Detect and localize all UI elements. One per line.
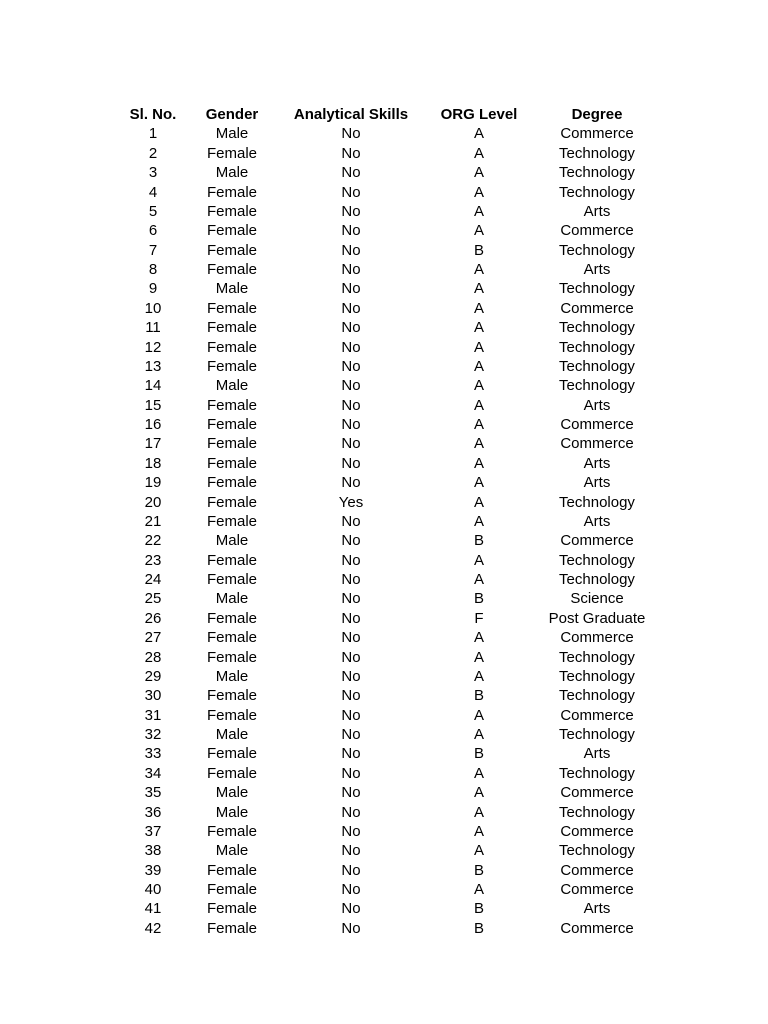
table-row (0, 357, 768, 376)
cell-analytical-skills: No (341, 803, 361, 821)
table-row (0, 589, 768, 608)
cell-org-level: B (473, 590, 484, 608)
cell-degree: Technology (559, 377, 635, 395)
cell-degree: Technology (559, 357, 635, 375)
cell-gender: Female (206, 512, 258, 530)
table-row (0, 861, 768, 880)
table-row (0, 396, 768, 415)
cell-analytical-skills: No (341, 377, 361, 395)
cell-analytical-skills: No (341, 319, 361, 337)
cell-org-level: B (473, 687, 484, 705)
cell-degree: Technology (559, 338, 635, 356)
cell-gender: Female (206, 629, 258, 647)
cell-org-level: B (473, 745, 484, 763)
cell-gender: Female (206, 357, 258, 375)
cell-analytical-skills: No (341, 861, 361, 879)
cell-gender: Female (206, 261, 258, 278)
cell-degree: Commerce (560, 435, 634, 453)
cell-org-level: A (473, 280, 484, 298)
table-row (0, 454, 768, 473)
cell-gender: Male (215, 377, 249, 395)
table-row (0, 899, 768, 918)
cell-gender: Male (215, 164, 249, 182)
cell-org-level: A (473, 551, 484, 569)
cell-sl-no: 29 (144, 667, 162, 685)
cell-sl-no: 20 (144, 493, 162, 511)
cell-analytical-skills: No (341, 881, 361, 898)
cell-degree: Technology (559, 164, 635, 182)
table-row (0, 783, 768, 802)
cell-analytical-skills: No (341, 900, 361, 918)
cell-org-level: A (473, 299, 484, 317)
cell-gender: Female (206, 861, 258, 879)
cell-gender: Female (206, 551, 258, 569)
cell-sl-no: 39 (144, 861, 162, 879)
cell-analytical-skills: No (341, 280, 361, 298)
table-row (0, 531, 768, 550)
cell-sl-no: 7 (148, 241, 158, 259)
cell-org-level: A (473, 396, 484, 414)
cell-sl-no: 23 (144, 551, 162, 569)
cell-org-level: A (473, 435, 484, 453)
cell-org-level: A (473, 164, 484, 182)
table-row (0, 338, 768, 357)
cell-analytical-skills: No (341, 144, 361, 162)
table-row (0, 648, 768, 667)
cell-degree: Commerce (560, 881, 634, 898)
table-row (0, 764, 768, 783)
cell-gender: Female (206, 609, 258, 627)
cell-sl-no: 19 (144, 474, 162, 492)
cell-gender: Female (206, 881, 258, 898)
cell-org-level: A (473, 377, 484, 395)
cell-analytical-skills: No (341, 183, 361, 201)
cell-degree: Commerce (560, 416, 634, 433)
cell-gender: Female (206, 299, 258, 317)
cell-analytical-skills: No (341, 202, 361, 220)
cell-org-level: A (473, 764, 484, 782)
cell-org-level: A (473, 202, 484, 220)
cell-degree: Commerce (560, 125, 634, 143)
cell-sl-no: 10 (144, 299, 162, 317)
cell-sl-no: 32 (144, 726, 162, 743)
cell-sl-no: 8 (148, 261, 158, 278)
cell-sl-no: 21 (144, 512, 162, 530)
cell-degree: Commerce (560, 222, 634, 240)
table-row (0, 241, 768, 260)
cell-sl-no: 25 (144, 590, 162, 608)
cell-analytical-skills: No (341, 726, 361, 743)
cell-sl-no: 1 (148, 125, 158, 143)
cell-sl-no: 35 (144, 784, 162, 802)
table-row (0, 144, 768, 163)
cell-analytical-skills: No (341, 396, 361, 414)
cell-sl-no: 37 (144, 822, 162, 840)
table-row (0, 628, 768, 647)
table-header-row (0, 105, 768, 124)
table-row (0, 260, 768, 279)
cell-sl-no: 16 (144, 416, 162, 433)
table-row (0, 124, 768, 143)
table-row (0, 473, 768, 492)
cell-gender: Female (206, 144, 258, 162)
cell-gender: Male (215, 280, 249, 298)
cell-analytical-skills: No (341, 571, 361, 588)
cell-analytical-skills: No (341, 551, 361, 569)
cell-sl-no: 24 (144, 571, 162, 588)
cell-analytical-skills: No (341, 532, 361, 550)
cell-analytical-skills: No (341, 299, 361, 317)
table-row (0, 493, 768, 512)
cell-analytical-skills: No (341, 745, 361, 763)
cell-org-level: A (473, 629, 484, 647)
cell-org-level: A (473, 881, 484, 898)
cell-gender: Male (215, 532, 249, 550)
table-row (0, 570, 768, 589)
cell-org-level: A (473, 183, 484, 201)
cell-analytical-skills: No (341, 609, 361, 627)
cell-gender: Female (206, 183, 258, 201)
cell-degree: Technology (559, 648, 635, 666)
cell-degree: Commerce (560, 532, 634, 550)
cell-gender: Female (206, 454, 258, 472)
cell-gender: Female (206, 222, 258, 240)
cell-org-level: A (473, 571, 484, 588)
cell-org-level: A (473, 842, 484, 860)
cell-sl-no: 30 (144, 687, 162, 705)
table-row (0, 822, 768, 841)
cell-sl-no: 6 (148, 222, 158, 240)
cell-analytical-skills: No (341, 222, 361, 240)
table-row (0, 221, 768, 240)
cell-sl-no: 36 (144, 803, 162, 821)
cell-degree: Technology (559, 803, 635, 821)
header-org-level: ORG Level (440, 106, 518, 123)
header-analytical-skills: Analytical Skills (293, 106, 409, 123)
cell-sl-no: 11 (145, 319, 161, 337)
cell-gender: Female (206, 900, 258, 918)
cell-degree: Arts (583, 900, 611, 918)
cell-degree: Technology (559, 183, 635, 201)
cell-org-level: A (473, 822, 484, 840)
cell-degree: Technology (559, 319, 635, 337)
cell-gender: Female (206, 745, 258, 763)
cell-degree: Technology (559, 667, 635, 685)
cell-org-level: A (473, 493, 484, 511)
table-row (0, 919, 768, 938)
cell-gender: Female (206, 435, 258, 453)
cell-analytical-skills: No (341, 512, 361, 530)
cell-sl-no: 27 (144, 629, 162, 647)
cell-analytical-skills: No (341, 338, 361, 356)
header-degree: Degree (571, 106, 623, 123)
cell-analytical-skills: No (341, 822, 361, 840)
cell-org-level: A (473, 125, 484, 143)
cell-sl-no: 15 (144, 396, 162, 414)
cell-sl-no: 28 (144, 648, 162, 666)
cell-sl-no: 9 (148, 280, 158, 298)
cell-org-level: B (473, 532, 484, 550)
cell-sl-no: 31 (144, 706, 162, 724)
cell-gender: Male (215, 667, 249, 685)
cell-analytical-skills: No (341, 629, 361, 647)
cell-org-level: A (473, 784, 484, 802)
cell-sl-no: 40 (144, 881, 162, 898)
cell-org-level: A (473, 357, 484, 375)
cell-degree: Technology (559, 241, 635, 259)
cell-org-level: B (473, 861, 484, 879)
cell-analytical-skills: No (341, 357, 361, 375)
cell-org-level: A (473, 803, 484, 821)
cell-org-level: A (473, 667, 484, 685)
cell-analytical-skills: No (341, 687, 361, 705)
cell-sl-no: 41 (144, 900, 162, 918)
cell-analytical-skills: No (341, 842, 361, 860)
table-row (0, 880, 768, 899)
cell-gender: Male (215, 590, 249, 608)
cell-degree: Technology (559, 571, 635, 588)
cell-gender: Female (206, 319, 258, 337)
cell-analytical-skills: No (341, 164, 361, 182)
cell-analytical-skills: No (341, 435, 361, 453)
cell-org-level: A (473, 648, 484, 666)
cell-org-level: A (473, 319, 484, 337)
cell-sl-no: 2 (148, 144, 158, 162)
cell-degree: Technology (559, 687, 635, 705)
cell-degree: Commerce (560, 919, 634, 937)
cell-sl-no: 3 (148, 164, 158, 182)
table-row (0, 667, 768, 686)
table-row (0, 415, 768, 434)
cell-sl-no: 34 (144, 764, 162, 782)
cell-degree: Science (570, 590, 624, 608)
cell-analytical-skills: No (341, 648, 361, 666)
cell-gender: Female (206, 919, 258, 937)
cell-degree: Commerce (560, 299, 634, 317)
cell-gender: Female (206, 706, 258, 724)
cell-org-level: A (473, 261, 484, 278)
cell-analytical-skills: No (341, 454, 361, 472)
cell-degree: Arts (583, 454, 611, 472)
cell-sl-no: 5 (148, 202, 158, 220)
cell-gender: Female (206, 474, 258, 492)
cell-gender: Female (206, 648, 258, 666)
cell-org-level: F (474, 609, 484, 627)
table-row (0, 376, 768, 395)
data-table (0, 105, 768, 938)
cell-gender: Male (215, 726, 249, 743)
cell-degree: Commerce (560, 784, 634, 802)
cell-degree: Technology (559, 280, 635, 298)
cell-analytical-skills: No (341, 590, 361, 608)
cell-degree: Commerce (560, 629, 634, 647)
table-row (0, 803, 768, 822)
cell-degree: Arts (583, 396, 611, 414)
cell-gender: Female (206, 493, 258, 511)
cell-gender: Female (206, 338, 258, 356)
cell-degree: Technology (559, 493, 635, 511)
cell-sl-no: 38 (144, 842, 162, 860)
cell-degree: Commerce (560, 861, 634, 879)
cell-analytical-skills: No (341, 474, 361, 492)
cell-gender: Female (206, 416, 258, 433)
cell-sl-no: 17 (144, 435, 162, 453)
cell-gender: Male (215, 842, 249, 860)
cell-sl-no: 4 (148, 183, 158, 201)
cell-sl-no: 18 (144, 454, 162, 472)
cell-degree: Technology (559, 726, 635, 743)
cell-degree: Technology (559, 764, 635, 782)
cell-sl-no: 26 (144, 609, 162, 627)
cell-analytical-skills: No (341, 667, 361, 685)
table-row (0, 299, 768, 318)
cell-org-level: A (473, 416, 484, 433)
cell-org-level: A (473, 454, 484, 472)
table-body (0, 124, 768, 938)
cell-analytical-skills: No (341, 706, 361, 724)
cell-sl-no: 12 (144, 338, 162, 356)
cell-sl-no: 33 (144, 745, 162, 763)
cell-org-level: A (473, 338, 484, 356)
cell-sl-no: 42 (144, 919, 162, 937)
cell-analytical-skills: No (341, 416, 361, 433)
cell-analytical-skills: No (341, 261, 361, 278)
cell-degree: Arts (583, 512, 611, 530)
header-sl-no: Sl. No. (129, 106, 177, 123)
cell-sl-no: 22 (144, 532, 162, 550)
cell-degree: Commerce (560, 822, 634, 840)
table-row (0, 279, 768, 298)
cell-analytical-skills: Yes (338, 493, 364, 511)
table-row (0, 609, 768, 628)
cell-org-level: B (473, 919, 484, 937)
cell-degree: Commerce (560, 706, 634, 724)
table-row (0, 744, 768, 763)
cell-org-level: A (473, 222, 484, 240)
cell-gender: Female (206, 822, 258, 840)
table-row (0, 434, 768, 453)
cell-org-level: A (473, 726, 484, 743)
cell-analytical-skills: No (341, 784, 361, 802)
table-row (0, 202, 768, 221)
table-row (0, 163, 768, 182)
cell-analytical-skills: No (341, 919, 361, 937)
cell-degree: Technology (559, 144, 635, 162)
cell-org-level: B (473, 900, 484, 918)
cell-org-level: A (473, 512, 484, 530)
cell-org-level: A (473, 144, 484, 162)
cell-gender: Male (215, 803, 249, 821)
cell-degree: Post Graduate (548, 609, 646, 627)
table-row (0, 725, 768, 744)
cell-analytical-skills: No (341, 125, 361, 143)
cell-gender: Male (215, 125, 249, 143)
header-gender: Gender (205, 106, 259, 123)
cell-degree: Arts (583, 745, 611, 763)
cell-degree: Arts (583, 474, 611, 492)
cell-sl-no: 13 (144, 357, 162, 375)
table-row (0, 841, 768, 860)
cell-gender: Female (206, 571, 258, 588)
cell-gender: Female (206, 396, 258, 414)
table-row (0, 512, 768, 531)
cell-degree: Technology (559, 551, 635, 569)
cell-analytical-skills: No (341, 241, 361, 259)
cell-gender: Female (206, 687, 258, 705)
table-row (0, 318, 768, 337)
cell-degree: Technology (559, 842, 635, 860)
table-row (0, 706, 768, 725)
table-row (0, 551, 768, 570)
cell-analytical-skills: No (341, 764, 361, 782)
table-row (0, 183, 768, 202)
cell-gender: Female (206, 241, 258, 259)
cell-degree: Arts (583, 261, 611, 278)
cell-org-level: B (473, 241, 484, 259)
cell-org-level: A (473, 474, 484, 492)
table-row (0, 686, 768, 705)
cell-gender: Female (206, 764, 258, 782)
cell-org-level: A (473, 706, 484, 724)
cell-gender: Female (206, 202, 258, 220)
cell-degree: Arts (583, 202, 611, 220)
cell-gender: Male (215, 784, 249, 802)
cell-sl-no: 14 (144, 377, 162, 395)
